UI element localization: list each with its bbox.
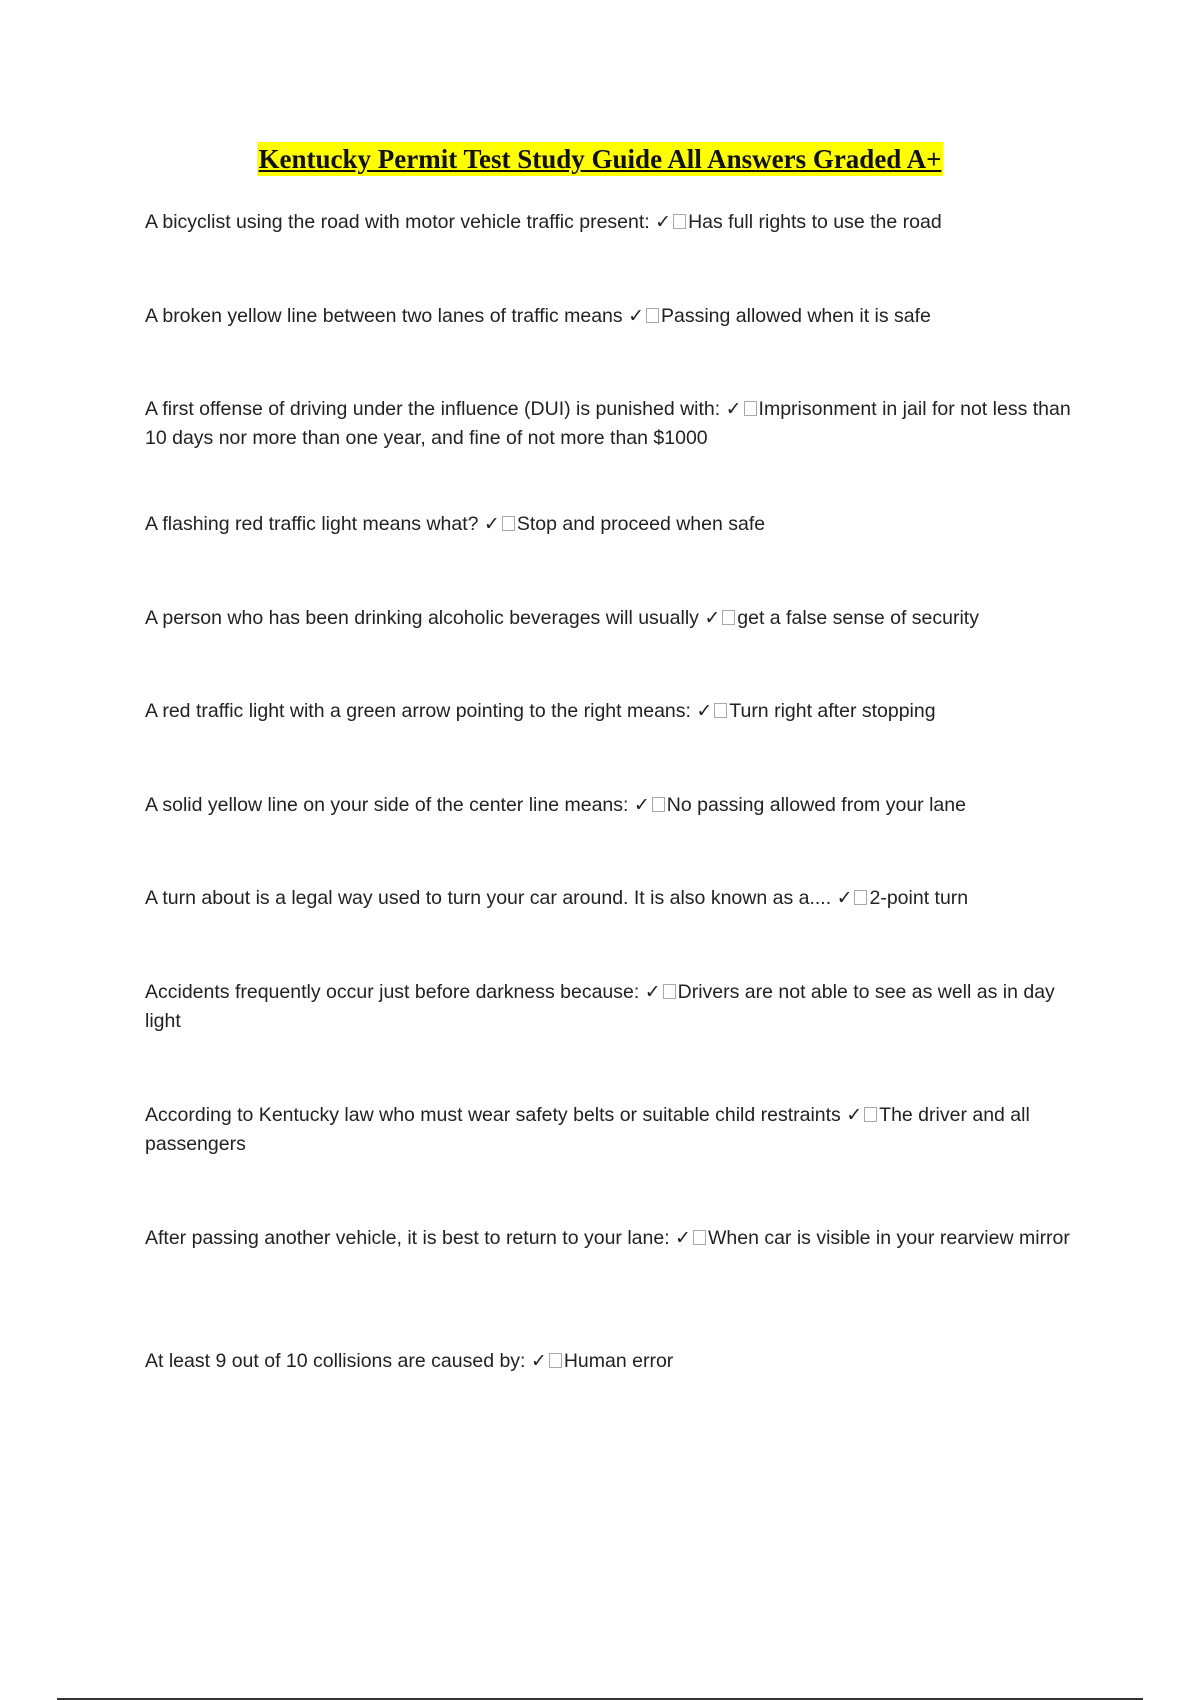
qa-item: [145, 697, 1095, 726]
question-text: A person who has been drinking alcoholic beverages will usually: [145, 607, 699, 629]
empty-box-icon: [652, 797, 665, 812]
answer-text: Turn right after stopping: [729, 700, 936, 722]
answer-text: 2-point turn: [869, 887, 969, 909]
qa-item: [145, 208, 1095, 237]
answer-text: The driver and all passengers: [145, 1104, 1030, 1155]
qa-item: [145, 791, 1095, 820]
question-text: A turn about is a legal way used to turn your car around. It is also known as a....: [145, 887, 832, 909]
check-icon: ✓: [633, 794, 650, 816]
qa-item: [145, 1347, 1095, 1376]
qa-item: [145, 302, 1095, 331]
question-text: After passing another vehicle, it is best to return to your lane:: [145, 1227, 670, 1249]
empty-box-icon: [722, 610, 735, 625]
empty-box-icon: [693, 1230, 706, 1245]
question-text: A solid yellow line on your side of the center line means:: [145, 794, 629, 816]
empty-box-icon: [646, 308, 659, 323]
qa-item: [145, 978, 1095, 1036]
title-container: [0, 142, 1200, 176]
qa-item: [145, 1224, 1095, 1253]
empty-box-icon: [854, 890, 867, 905]
question-text: According to Kentucky law who must wear safety belts or suitable child restraints: [145, 1104, 841, 1126]
question-text: A red traffic light with a green arrow pointing to the right means:: [145, 700, 691, 722]
question-text: A first offense of driving under the influence (DUI) is punished with:: [145, 398, 721, 420]
answer-text: Drivers are not able to see as well as in day light: [145, 981, 1055, 1032]
check-icon: ✓: [628, 305, 644, 327]
answer-text: Has full rights to use the road: [688, 211, 942, 233]
answer-text: get a false sense of security: [737, 607, 979, 629]
empty-box-icon: [673, 214, 686, 229]
answer-text: When car is visible in your rearview mirror: [707, 1227, 1070, 1249]
check-icon: ✓: [696, 700, 713, 722]
question-text: A broken yellow line between two lanes of traffic means: [145, 305, 623, 327]
empty-box-icon: [714, 703, 727, 718]
answer-text: Passing allowed when it is safe: [661, 305, 931, 327]
qa-item: [145, 1101, 1095, 1159]
answer-text: Stop and proceed when safe: [516, 513, 766, 535]
empty-box-icon: [663, 984, 676, 999]
empty-box-icon: [549, 1353, 562, 1368]
answer-text: No passing allowed from your lane: [666, 794, 966, 816]
empty-box-icon: [864, 1107, 877, 1122]
question-text: A flashing red traffic light means what?: [145, 513, 479, 535]
qa-item: [145, 510, 1095, 539]
check-icon: ✓: [836, 887, 853, 909]
check-icon: ✓: [655, 211, 672, 233]
question-text: Accidents frequently occur just before darkness because:: [145, 981, 640, 1003]
check-icon: ✓: [846, 1104, 863, 1126]
qa-item: [145, 604, 1095, 633]
answer-text: Human error: [563, 1350, 674, 1372]
question-text: A bicyclist using the road with motor vehicle traffic present:: [145, 211, 650, 233]
check-icon: ✓: [530, 1350, 547, 1372]
document-title: Kentucky Permit Test Study Guide All Answers Graded A+: [258, 144, 942, 174]
answer-text: Imprisonment in jail for not less than 10 days nor more than one year, and fine of not more than $1000: [145, 398, 1071, 449]
check-icon: ✓: [725, 398, 742, 420]
check-icon: ✓: [483, 513, 500, 535]
qa-item: [145, 395, 1095, 453]
check-icon: ✓: [704, 607, 721, 629]
empty-box-icon: [502, 516, 515, 531]
question-text: At least 9 out of 10 collisions are caused by:: [145, 1350, 526, 1372]
qa-item: [145, 884, 1095, 913]
check-icon: ✓: [644, 981, 661, 1003]
check-icon: ✓: [675, 1227, 691, 1249]
empty-box-icon: [744, 401, 757, 416]
